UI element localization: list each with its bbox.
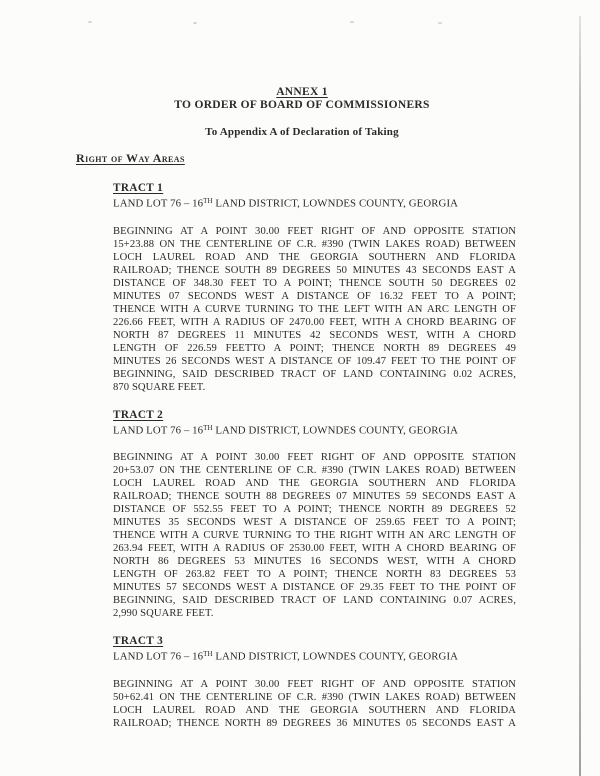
document-title-line1: ANNEX 1 bbox=[276, 86, 328, 98]
land-lot-suffix: LAND DISTRICT, LOWNDES COUNTY, GEORGIA bbox=[212, 197, 459, 210]
description-line: THENCE WITH A CURVE TURNING TO THE RIGHT WITH AN ARC LENGTH OF bbox=[113, 530, 516, 541]
description-line: NORTH 87 DEGREES 11 MINUTES 42 SECONDS WEST, WITH A CHORD bbox=[113, 329, 516, 341]
scan-speck bbox=[350, 21, 354, 23]
description-line: MINUTES 35 SECONDS WEST A DISTANCE OF 259.65 FEET TO A POINT; bbox=[113, 517, 516, 528]
description-line: LENGTH OF 263.82 FEET TO A POINT; THENCE NORTH 83 DEGREES 53 bbox=[113, 569, 516, 580]
land-lot-line bbox=[113, 648, 516, 664]
scan-speck bbox=[88, 21, 92, 23]
section-heading-right-of-way-areas: Right of Way Areas bbox=[76, 151, 185, 165]
description-line: BEGINNING, SAID DESCRIBED TRACT OF LAND CONTAINING 0.02 ACRES, bbox=[113, 368, 516, 380]
tract-description bbox=[113, 225, 516, 394]
description-line: MINUTES 26 SECONDS WEST A DISTANCE OF 109.47 FEET TO THE POINT OF bbox=[113, 355, 516, 367]
description-line: MINUTES 07 SECONDS WEST A DISTANCE OF 16.32 FEET TO A POINT; bbox=[113, 290, 516, 302]
description-line: LOCH LAUREL ROAD AND THE GEORGIA SOUTHERN AND FLORIDA bbox=[113, 478, 516, 489]
description-line: THENCE WITH A CURVE TURNING TO THE LEFT WITH AN ARC LENGTH OF bbox=[113, 303, 516, 315]
document-subtitle: To Appendix A of Declaration of Taking bbox=[205, 126, 399, 138]
description-line: 20+53.07 ON THE CENTERLINE OF C.R. #390 (TWIN LAKES ROAD) BETWEEN bbox=[113, 465, 516, 476]
description-line: 226.66 FEET, WITH A RADIUS OF 2470.00 FEET, WITH A CHORD BEARING OF bbox=[113, 316, 516, 328]
document-header bbox=[2, 86, 600, 139]
description-line: BEGINNING AT A POINT 30.00 FEET RIGHT OF AND OPPOSITE STATION bbox=[113, 452, 516, 463]
description-line: LENGTH OF 226.59 FEETTO A POINT; THENCE NORTH 89 DEGREES 49 bbox=[113, 342, 516, 354]
land-lot-line bbox=[113, 422, 516, 438]
description-line: 870 SQUARE FEET. bbox=[113, 381, 206, 393]
tract-heading: TRACT 1 bbox=[113, 182, 164, 194]
description-line: LOCH LAUREL ROAD AND THE GEORGIA SOUTHERN AND FLORIDA bbox=[113, 704, 516, 716]
description-line: 15+23.88 ON THE CENTERLINE OF C.R. #390 (TWIN LAKES ROAD) BETWEEN bbox=[113, 238, 516, 250]
description-line: DISTANCE OF 348.30 FEET TO A POINT; THENCE SOUTH 50 DEGREES 02 bbox=[113, 277, 516, 289]
land-lot-superscript: TH bbox=[203, 650, 213, 658]
tract-section bbox=[113, 182, 516, 394]
land-lot-suffix: LAND DISTRICT, LOWNDES COUNTY, GEORGIA bbox=[212, 424, 459, 436]
tract-description bbox=[113, 678, 516, 730]
description-line: RAILROAD; THENCE SOUTH 88 DEGREES 07 MINUTES 59 SECONDS EAST A bbox=[113, 491, 516, 502]
description-line: RAILROAD; THENCE SOUTH 89 DEGREES 50 MINUTES 43 SECONDS EAST A bbox=[113, 264, 516, 276]
land-lot-line bbox=[113, 195, 516, 211]
description-line: 2,990 SQUARE FEET. bbox=[113, 608, 214, 619]
land-lot-suffix: LAND DISTRICT, LOWNDES COUNTY, GEORGIA bbox=[212, 650, 459, 663]
scan-speck bbox=[193, 22, 197, 24]
description-line: 50+62.41 ON THE CENTERLINE OF C.R. #390 (TWIN LAKES ROAD) BETWEEN bbox=[113, 691, 516, 703]
description-line: MINUTES 57 SECONDS WEST A DISTANCE OF 29.35 FEET TO THE POINT OF bbox=[113, 582, 516, 593]
tract-section bbox=[113, 635, 516, 730]
scan-speck bbox=[438, 22, 442, 24]
description-line: BEGINNING AT A POINT 30.00 FEET RIGHT OF AND OPPOSITE STATION bbox=[113, 225, 516, 237]
tract-heading: TRACT 3 bbox=[113, 635, 164, 647]
description-line: NORTH 86 DEGREES 53 MINUTES 16 SECONDS WEST, WITH A CHORD bbox=[113, 556, 516, 567]
document-title-line2: TO ORDER OF BOARD OF COMMISSIONERS bbox=[174, 99, 430, 111]
land-lot-prefix: LAND LOT 76 – 16 bbox=[113, 424, 204, 436]
description-line: DISTANCE OF 552.55 FEET TO A POINT; THENCE NORTH 89 DEGREES 52 bbox=[113, 504, 516, 515]
land-lot-prefix: LAND LOT 76 – 16 bbox=[113, 650, 204, 663]
description-line: RAILROAD; THENCE NORTH 89 DEGREES 36 MINUTES 05 SECONDS EAST A bbox=[113, 717, 516, 729]
land-lot-superscript: TH bbox=[203, 423, 213, 432]
description-line: BEGINNING AT A POINT 30.00 FEET RIGHT OF AND OPPOSITE STATION bbox=[113, 678, 516, 690]
description-line: LOCH LAUREL ROAD AND THE GEORGIA SOUTHERN AND FLORIDA bbox=[113, 251, 516, 263]
tract-heading: TRACT 2 bbox=[113, 408, 164, 421]
tract-section bbox=[113, 409, 516, 621]
description-line: 263.94 FEET, WITH A RADIUS OF 2530.00 FEET, WITH A CHORD BEARING OF bbox=[113, 543, 516, 554]
land-lot-prefix: LAND LOT 76 – 16 bbox=[113, 197, 204, 210]
description-line: BEGINNING, SAID DESCRIBED TRACT OF LAND CONTAINING 0.07 ACRES, bbox=[113, 595, 516, 606]
tract-description bbox=[113, 451, 516, 620]
tracts-container bbox=[113, 182, 516, 730]
land-lot-superscript: TH bbox=[203, 197, 213, 205]
